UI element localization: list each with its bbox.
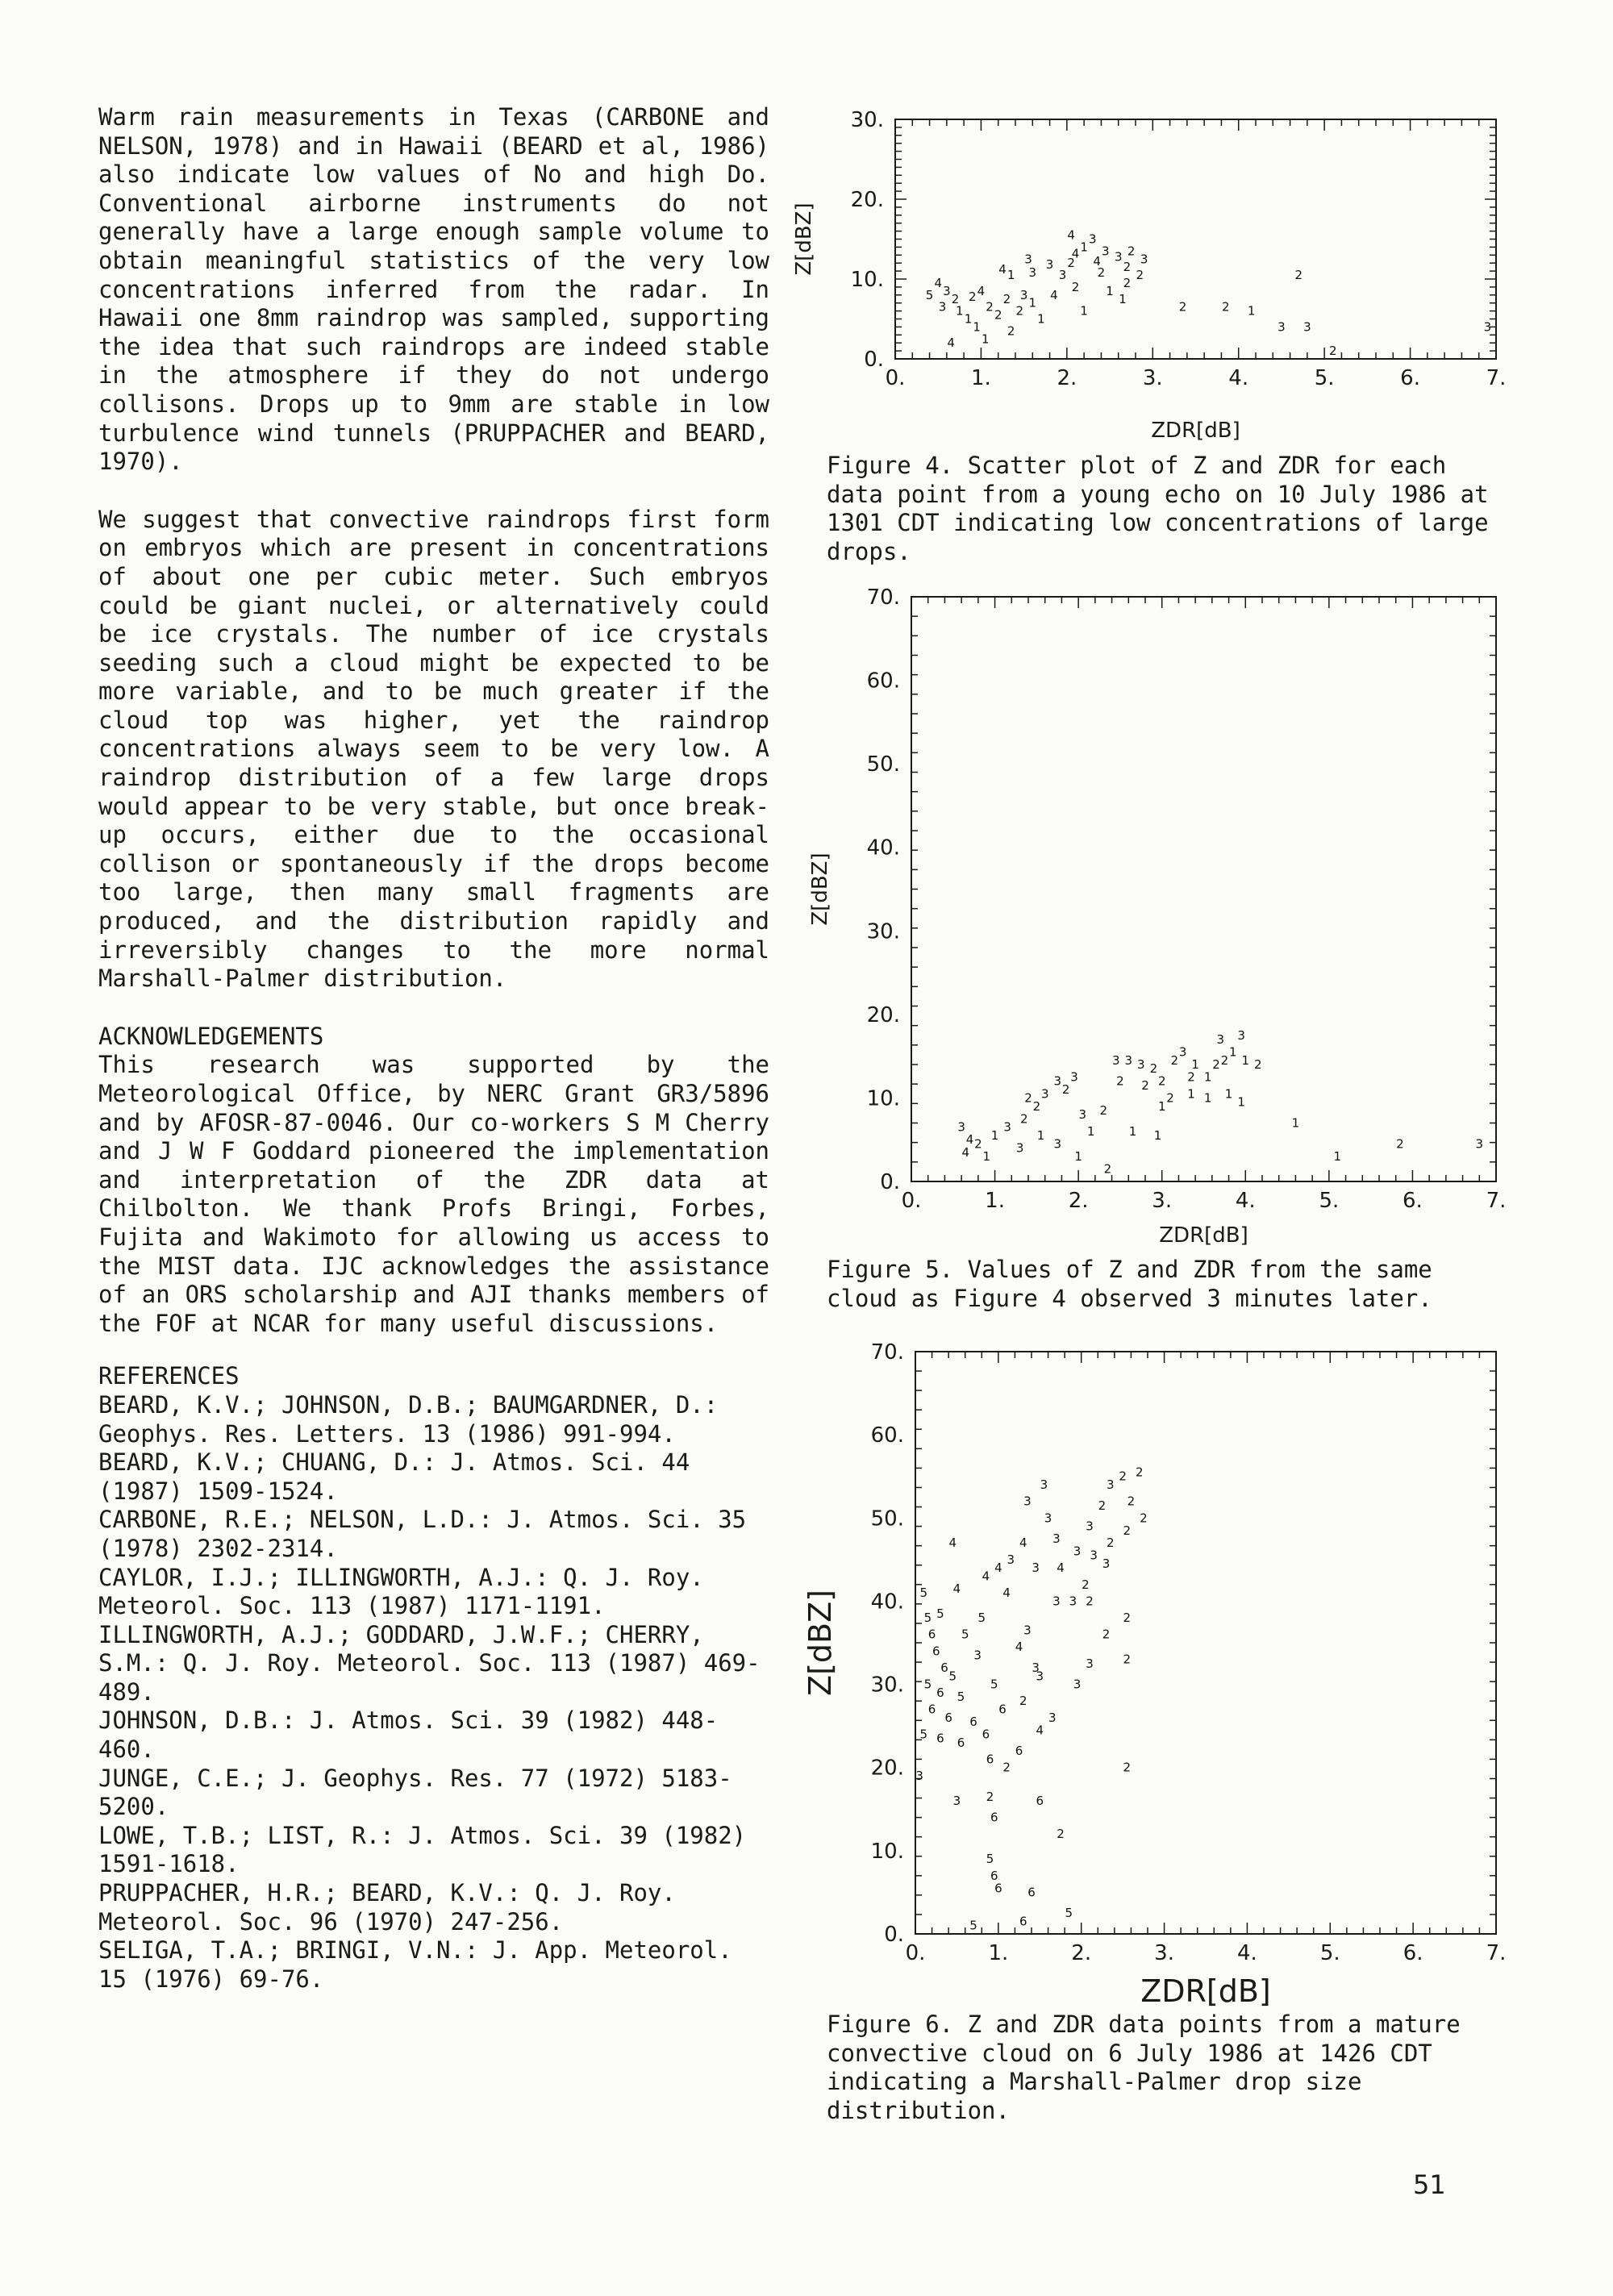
fig5-data-point: 1: [1187, 1086, 1195, 1102]
fig4-data-point: 4: [1067, 227, 1075, 243]
fig6-data-point: 2: [1102, 1627, 1111, 1642]
acknowledgements-text: This research was supported by the Meteorological Office, by NERC Grant GR3/5896 and by AFOSR-87-0046. Our co-workers S M Cherry and J W F Goddard pioneered the implementation and interpretation of the ZDR data at Chilbolton. We thank Profs Bringi, Forbes, Fujita and Wakimoto for allowing us access to the MIST data. IJC acknowledges the assistance of an ORS scholarship and AJI thanks members of the FOF at NCAR for many useful discussions.: [98, 1051, 769, 1337]
fig6-data-point: 3: [1036, 1669, 1044, 1684]
fig5-data-point: 3: [1137, 1057, 1145, 1072]
fig6-data-point: 5: [919, 1586, 928, 1601]
reference-item: JUNGE, C.E.; J. Geophys. Res. 77 (1972) 5183-5200.: [98, 1764, 732, 1821]
fig5-data-point: 3: [1003, 1119, 1011, 1135]
fig5-y-tick-label: 60.: [866, 669, 900, 694]
fig6-data-point: 4: [1057, 1561, 1065, 1576]
body-paragraph: We suggest that convective raindrops first form on embryos which are present in concentrations of about one per cubic meter. Such embryos could be giant nuclei, or alternatively could be ice crystals. The number of ice crystals seeding such a cloud might be expected to be more variable, and to be much greater if the cloud top was higher, yet the raindrop concentrations always seem to be very low. A raindrop distribution of a few large drops would appear to be very stable, but once break-up occurs, either due to the occasional collison or spontaneously if the drops become too large, then many small fragments are produced, and the distribution rapidly and irreversibly changes to the more normal Marshall-Palmer distribution.: [98, 505, 769, 993]
fig5-data-point: 1: [1128, 1123, 1137, 1139]
fig6-data-point: 5: [923, 1677, 932, 1692]
fig4-data-point: 2: [1127, 244, 1136, 259]
fig4-data-point: 1: [1119, 291, 1127, 306]
fig5-x-tick-label: 0.: [901, 1189, 922, 1213]
fig4-data-point: 1: [964, 311, 973, 327]
fig5-data-point: 1: [1157, 1098, 1166, 1114]
fig5-x-tick-label: 5.: [1319, 1189, 1340, 1213]
fig5-data-point: 2: [1220, 1052, 1229, 1068]
fig4-data-point: 3: [1140, 252, 1148, 267]
fig5-data-point: 1: [1228, 1044, 1237, 1060]
fig5-data-point: 3: [1053, 1136, 1062, 1152]
fig4-x-tick-label: 6.: [1400, 366, 1420, 390]
fig5-data-point: 1: [1241, 1052, 1250, 1068]
fig4-data-point: 2: [1123, 275, 1132, 290]
fig5-data-point: 2: [1187, 1069, 1195, 1085]
fig4-y-tick-label: 0.: [864, 348, 884, 372]
fig5-data-point: 2: [1141, 1077, 1149, 1093]
fig4-data-point: 4: [1071, 246, 1080, 261]
fig6-data-point: 4: [1002, 1586, 1011, 1601]
fig4-x-tick-label: 1.: [971, 366, 991, 390]
fig6-data-point: 3: [1073, 1544, 1082, 1559]
fig4-data-point: 2: [1123, 260, 1132, 275]
fig4-x-tick-label: 5.: [1314, 366, 1335, 390]
fig4-data-point: 3: [1058, 268, 1067, 283]
fig6-x-tick-label: 7.: [1486, 1941, 1507, 1965]
fig6-data-point: 5: [957, 1690, 965, 1705]
fig5-x-tick-label: 6.: [1403, 1189, 1423, 1213]
fig5-data-point: 2: [1020, 1111, 1028, 1127]
fig5-data-point: 1: [1074, 1148, 1082, 1164]
fig6-data-point: 2: [1135, 1465, 1144, 1480]
reference-item: LOWE, T.B.; LIST, R.: J. Atmos. Sci. 39 (1982) 1591-1618.: [98, 1821, 747, 1878]
fig6-data-point: 6: [994, 1881, 1002, 1896]
fig5-x-tick-label: 7.: [1486, 1189, 1507, 1213]
fig6-x-tick-label: 6.: [1403, 1941, 1423, 1965]
fig5-x-tick-label: 2.: [1068, 1189, 1089, 1213]
fig5-data-point: 1: [1333, 1148, 1341, 1164]
fig4-data-point: 3: [1028, 265, 1037, 281]
fig6-data-point: 3: [1086, 1519, 1094, 1534]
fig4-data-point: 3: [1114, 249, 1123, 265]
fig6-data-point: 6: [936, 1685, 944, 1700]
fig4-data-point: 3: [1024, 252, 1032, 267]
figure-5-caption: Figure 5. Values of Z and ZDR from the same cloud as Figure 4 observed 3 minutes later.: [827, 1256, 1432, 1312]
fig4-x-tick-label: 0.: [885, 366, 906, 390]
fig4-data-point: 3: [1303, 319, 1311, 335]
fig6-data-point: 6: [1036, 1793, 1044, 1808]
fig6-y-tick-label: 70.: [870, 1340, 904, 1365]
fig5-data-point: 1: [1036, 1128, 1045, 1144]
fig5-data-point: 3: [1178, 1044, 1187, 1060]
fig6-data-point: 3: [1032, 1561, 1040, 1576]
fig6-data-point: 2: [1123, 1611, 1132, 1626]
fig6-data-point: 3: [1052, 1531, 1061, 1547]
fig6-data-point: 6: [1015, 1744, 1023, 1759]
fig4-data-point: 2: [1071, 279, 1080, 294]
fig4-data-point: 1: [1106, 283, 1114, 298]
fig5-data-point: 2: [1099, 1102, 1107, 1118]
fig4-data-point: 4: [977, 283, 986, 298]
fig4-data-point: 4: [947, 335, 955, 351]
fig4-data-point: 1: [956, 303, 964, 319]
fig4-data-point: 1: [1028, 295, 1037, 310]
fig5-data-point: 3: [1015, 1140, 1024, 1156]
fig6-y-tick-label: 60.: [870, 1423, 904, 1448]
fig6-data-point: 2: [1086, 1594, 1094, 1609]
fig6-data-point: 2: [1098, 1498, 1107, 1513]
fig5-y-tick-label: 40.: [866, 835, 900, 860]
fig6-plot-frame: [915, 1352, 1496, 1934]
fig4-data-point: 2: [1015, 303, 1024, 319]
body-paragraph: Warm rain measurements in Texas (CARBONE and NELSON, 1978) and in Hawaii (BEARD et al, 1986) also indicate low values of No and high Do. Conventional airborne instruments do not generally have a large enough sample volume to obtain meaningful statistics of the very low concentrations inferred from the radar. In Hawaii one 8mm raindrop was sampled, supporting the idea that such raindrops are indeed stable in the atmosphere if they do not undergo collisons. Drops up to 9mm are stable in low turbulence wind tunnels (PRUPPACHER and BEARD, 1970).: [98, 103, 769, 476]
fig5-data-point: 2: [974, 1136, 982, 1152]
figure-4-caption: Figure 4. Scatter plot of Z and ZDR for each data point from a young echo on 10 July 1986 at 1301 CDT indicating low concentrations of large drops.: [827, 452, 1489, 565]
fig6-x-tick-label: 0.: [905, 1941, 926, 1965]
fig5-data-point: 2: [1116, 1073, 1124, 1089]
fig6-data-point: 4: [1019, 1536, 1027, 1551]
fig4-data-point: 3: [1019, 287, 1028, 302]
fig6-data-point: 3: [1102, 1556, 1111, 1572]
fig4-y-axis-title: Z[dBZ]: [792, 202, 816, 276]
fig4-data-point: 1: [981, 331, 990, 347]
fig5-data-point: 2: [1166, 1090, 1174, 1106]
fig5-x-tick-label: 4.: [1235, 1189, 1256, 1213]
fig5-data-point: 2: [1396, 1136, 1404, 1152]
fig6-data-point: 4: [994, 1561, 1002, 1576]
fig5-y-tick-label: 30.: [866, 919, 900, 944]
fig6-data-point: 3: [1086, 1656, 1094, 1671]
fig6-data-point: 5: [948, 1669, 957, 1684]
fig4-data-point: 2: [986, 299, 994, 315]
fig5-data-point: 3: [1475, 1136, 1484, 1152]
fig4-data-point: 3: [1277, 319, 1286, 335]
fig6-data-point: 2: [1123, 1652, 1132, 1667]
fig5-data-point: 3: [1040, 1086, 1049, 1102]
fig6-data-point: 6: [986, 1752, 994, 1767]
fig6-data-point: 6: [969, 1714, 977, 1729]
figure-6-caption: Figure 6. Z and ZDR data points from a mature convective cloud on 6 July 1986 at 1426 CDT indicating a Marshall-Palmer drop size distribution.: [827, 2011, 1461, 2124]
fig6-data-point: 6: [936, 1731, 944, 1746]
fig6-data-point: 5: [986, 1852, 994, 1867]
reference-item: CAYLOR, I.J.; ILLINGWORTH, A.J.: Q. J. Roy. Meteorol. Soc. 113 (1987) 1171-1191.: [98, 1563, 704, 1620]
fig4-data-point: 1: [1080, 303, 1088, 319]
fig4-data-point: 2: [994, 307, 1002, 323]
fig5-data-point: 3: [1053, 1073, 1062, 1089]
fig6-data-point: 2: [1123, 1523, 1132, 1538]
fig4-data-point: 4: [1050, 287, 1058, 302]
fig4-data-point: 1: [1080, 240, 1088, 255]
fig6-y-tick-label: 20.: [870, 1756, 904, 1781]
fig4-data-point: 2: [1002, 291, 1011, 306]
fig4-data-point: 3: [1045, 257, 1054, 273]
fig6-data-point: 3: [1044, 1511, 1052, 1526]
fig6-data-point: 6: [982, 1727, 990, 1742]
fig4-y-tick-label: 10.: [850, 268, 884, 292]
fig5-data-point: 2: [1212, 1057, 1220, 1072]
fig5-y-axis-title: Z[dBZ]: [808, 852, 832, 926]
fig4-x-tick-label: 3.: [1142, 366, 1163, 390]
fig6-data-point: 3: [1069, 1594, 1077, 1609]
fig4-y-tick-label: 30.: [850, 108, 884, 132]
fig6-data-point: 3: [1040, 1477, 1048, 1493]
fig5-data-point: 2: [1149, 1061, 1158, 1077]
fig5-data-point: 2: [1170, 1052, 1179, 1068]
fig5-data-point: 2: [1157, 1073, 1166, 1089]
fig5-data-point: 3: [957, 1119, 965, 1135]
page-number: 51: [1413, 2169, 1446, 2200]
fig6-data-point: 4: [952, 1581, 961, 1596]
reference-item: SELIGA, T.A.; BRINGI, V.N.: J. App. Meteorol. 15 (1976) 69-76.: [98, 1936, 732, 1993]
fig5-data-point: 2: [1254, 1057, 1262, 1072]
fig4-data-point: 1: [1037, 311, 1045, 327]
fig4-data-point: 2: [1178, 299, 1187, 315]
fig5-data-point: 1: [1291, 1115, 1300, 1131]
fig6-data-point: 2: [1057, 1827, 1065, 1842]
fig6-data-point: 5: [990, 1677, 998, 1692]
fig4-data-point: 2: [951, 291, 960, 306]
fig6-y-tick-label: 50.: [870, 1506, 904, 1531]
fig6-x-tick-label: 3.: [1154, 1941, 1174, 1965]
fig6-data-point: 3: [915, 1769, 923, 1784]
fig5-data-point: 3: [1216, 1031, 1224, 1047]
fig6-data-point: 2: [1106, 1536, 1115, 1551]
fig5-data-point: 1: [1086, 1123, 1095, 1139]
fig6-data-point: 6: [927, 1702, 936, 1717]
fig4-data-point: 1: [973, 319, 981, 335]
reference-item: CARBONE, R.E.; NELSON, L.D.: J. Atmos. Sci. 35 (1978) 2302-2314.: [98, 1506, 747, 1562]
fig5-data-point: 1: [1237, 1094, 1245, 1110]
fig5-data-point: 3: [1237, 1027, 1245, 1043]
fig4-y-tick-label: 20.: [850, 188, 884, 212]
fig6-data-point: 5: [923, 1611, 932, 1626]
fig4-data-point: 2: [1007, 323, 1015, 339]
fig6-data-point: 6: [944, 1710, 952, 1725]
fig6-data-point: 3: [1023, 1494, 1032, 1509]
fig4-x-tick-label: 7.: [1486, 366, 1507, 390]
fig4-data-point: 2: [1136, 268, 1144, 283]
fig6-data-point: 5: [936, 1606, 944, 1621]
fig6-x-tick-label: 5.: [1319, 1941, 1340, 1965]
references-heading: REFERENCES: [98, 1362, 240, 1390]
fig6-data-point: 6: [998, 1702, 1007, 1717]
reference-item: JOHNSON, D.B.: J. Atmos. Sci. 39 (1982) 448-460.: [98, 1706, 719, 1764]
fig6-x-axis-title: ZDR[dB]: [1140, 1973, 1271, 2009]
fig4-data-point: 4: [1093, 254, 1101, 269]
fig5-y-tick-label: 20.: [866, 1002, 900, 1027]
reference-item: BEARD, K.V.; CHUANG, D.: J. Atmos. Sci. 44 (1987) 1509-1524.: [98, 1448, 690, 1505]
fig6-data-point: 3: [1048, 1710, 1057, 1725]
fig6-data-point: 5: [977, 1611, 986, 1626]
fig6-x-tick-label: 1.: [988, 1941, 1009, 1965]
fig5-y-tick-label: 70.: [866, 585, 900, 610]
fig4-data-point: 3: [1089, 231, 1097, 247]
fig4-plot-frame: [895, 119, 1496, 359]
fig6-data-point: 6: [990, 1810, 998, 1825]
acknowledgements-heading: ACKNOWLEDGEMENTS: [98, 1022, 324, 1050]
fig6-data-point: 6: [1027, 1885, 1036, 1900]
fig5-data-point: 1: [990, 1128, 999, 1144]
fig5-data-point: 2: [1032, 1098, 1041, 1114]
fig6-data-point: 3: [952, 1793, 961, 1808]
fig5-data-point: 3: [1124, 1052, 1133, 1068]
fig4-x-tick-label: 4.: [1228, 366, 1249, 390]
fig4-data-point: 2: [1329, 344, 1337, 359]
fig6-data-point: 5: [919, 1727, 928, 1742]
fig5-data-point: 1: [1191, 1057, 1199, 1072]
fig4-data-point: 4: [998, 262, 1007, 277]
fig6-data-point: 4: [1036, 1723, 1044, 1738]
fig6-data-point: 4: [948, 1536, 957, 1551]
fig5-data-point: 2: [1061, 1082, 1070, 1098]
fig5-data-point: 2: [1024, 1090, 1032, 1106]
fig6-data-point: 4: [982, 1569, 990, 1584]
fig5-y-tick-label: 10.: [866, 1086, 900, 1111]
fig5-data-point: 3: [1078, 1107, 1087, 1123]
fig4-data-point: 1: [1247, 303, 1256, 319]
fig4-data-point: 3: [1483, 319, 1492, 335]
fig5-data-point: 4: [965, 1132, 974, 1148]
fig6-data-point: 3: [1090, 1548, 1098, 1563]
fig6-x-tick-label: 2.: [1071, 1941, 1092, 1965]
fig6-data-point: 6: [990, 1868, 998, 1883]
fig4-data-point: 2: [1221, 299, 1230, 315]
fig4-data-point: 2: [1067, 256, 1075, 271]
fig6-data-point: 2: [1002, 1760, 1011, 1775]
fig5-data-point: 2: [1103, 1161, 1112, 1177]
fig5-data-point: 1: [1153, 1128, 1162, 1144]
fig4-data-point: 3: [938, 299, 947, 315]
fig6-data-point: 2: [1082, 1577, 1090, 1592]
fig6-data-point: 5: [961, 1627, 969, 1642]
fig6-data-point: 3: [973, 1648, 982, 1663]
reference-item: BEARD, K.V.; JOHNSON, D.B.; BAUMGARDNER, D.: Geophys. Res. Letters. 13 (1986) 991-994.: [98, 1390, 719, 1448]
fig6-data-point: 3: [1106, 1477, 1115, 1493]
fig6-data-point: 6: [940, 1660, 948, 1675]
fig4-data-point: 2: [969, 289, 977, 304]
fig4-data-point: 3: [1101, 244, 1110, 259]
fig5-data-point: 1: [1203, 1090, 1212, 1106]
fig6-data-point: 3: [1052, 1594, 1061, 1609]
fig4-data-point: 4: [934, 275, 942, 290]
fig6-data-point: 6: [957, 1735, 965, 1750]
fig5-x-axis-title: ZDR[dB]: [1159, 1223, 1248, 1248]
fig5-data-point: 3: [1070, 1069, 1078, 1085]
fig4-data-point: 1: [1007, 268, 1015, 283]
fig6-data-point: 4: [1015, 1640, 1023, 1655]
fig6-x-tick-label: 4.: [1237, 1941, 1257, 1965]
fig6-data-point: 5: [1065, 1906, 1073, 1921]
fig6-data-point: 5: [969, 1918, 977, 1933]
fig6-data-point: 2: [1127, 1494, 1136, 1509]
fig5-data-point: 1: [1203, 1069, 1212, 1085]
fig6-data-point: 2: [1140, 1511, 1148, 1526]
fig6-data-point: 2: [1119, 1469, 1127, 1484]
fig6-data-point: 6: [1019, 1914, 1027, 1929]
fig5-data-point: 3: [1111, 1052, 1120, 1068]
fig6-y-tick-label: 10.: [870, 1839, 904, 1864]
fig5-y-tick-label: 50.: [866, 752, 900, 777]
fig6-data-point: 6: [927, 1627, 936, 1642]
fig4-data-point: 2: [1294, 268, 1302, 283]
fig5-data-point: 1: [1224, 1086, 1233, 1102]
fig5-data-point: 1: [982, 1148, 990, 1164]
reference-item: PRUPPACHER, H.R.; BEARD, K.V.: Q. J. Roy. Meteorol. Soc. 96 (1970) 247-256.: [98, 1879, 676, 1936]
fig4-data-point: 3: [943, 283, 951, 298]
fig6-data-point: 6: [932, 1644, 940, 1659]
fig6-y-tick-label: 30.: [870, 1673, 904, 1698]
fig5-x-tick-label: 1.: [985, 1189, 1005, 1213]
fig6-data-point: 3: [1032, 1660, 1040, 1675]
fig5-x-tick-label: 3.: [1152, 1189, 1173, 1213]
fig5-y-tick-label: 0.: [880, 1170, 900, 1194]
fig6-data-point: 2: [1019, 1694, 1027, 1709]
fig4-x-axis-title: ZDR[dB]: [1151, 419, 1240, 443]
fig6-y-tick-label: 40.: [870, 1590, 904, 1615]
fig4-x-tick-label: 2.: [1057, 366, 1077, 390]
fig6-data-point: 2: [1123, 1760, 1132, 1775]
reference-item: ILLINGWORTH, A.J.; GODDARD, J.W.F.; CHERRY, S.M.: Q. J. Roy. Meteorol. Soc. 113 (1987) 469-489.: [98, 1620, 761, 1706]
fig6-y-tick-label: 0.: [884, 1923, 904, 1947]
fig4-data-point: 2: [1097, 265, 1106, 281]
fig4-data-point: 5: [925, 287, 934, 302]
fig6-data-point: 3: [1073, 1677, 1082, 1692]
fig6-data-point: 3: [1023, 1623, 1032, 1638]
fig5-data-point: 4: [961, 1144, 970, 1160]
fig6-data-point: 2: [986, 1789, 994, 1804]
fig6-y-axis-title: Z[dBZ]: [802, 1590, 838, 1696]
fig6-data-point: 3: [1007, 1552, 1015, 1567]
